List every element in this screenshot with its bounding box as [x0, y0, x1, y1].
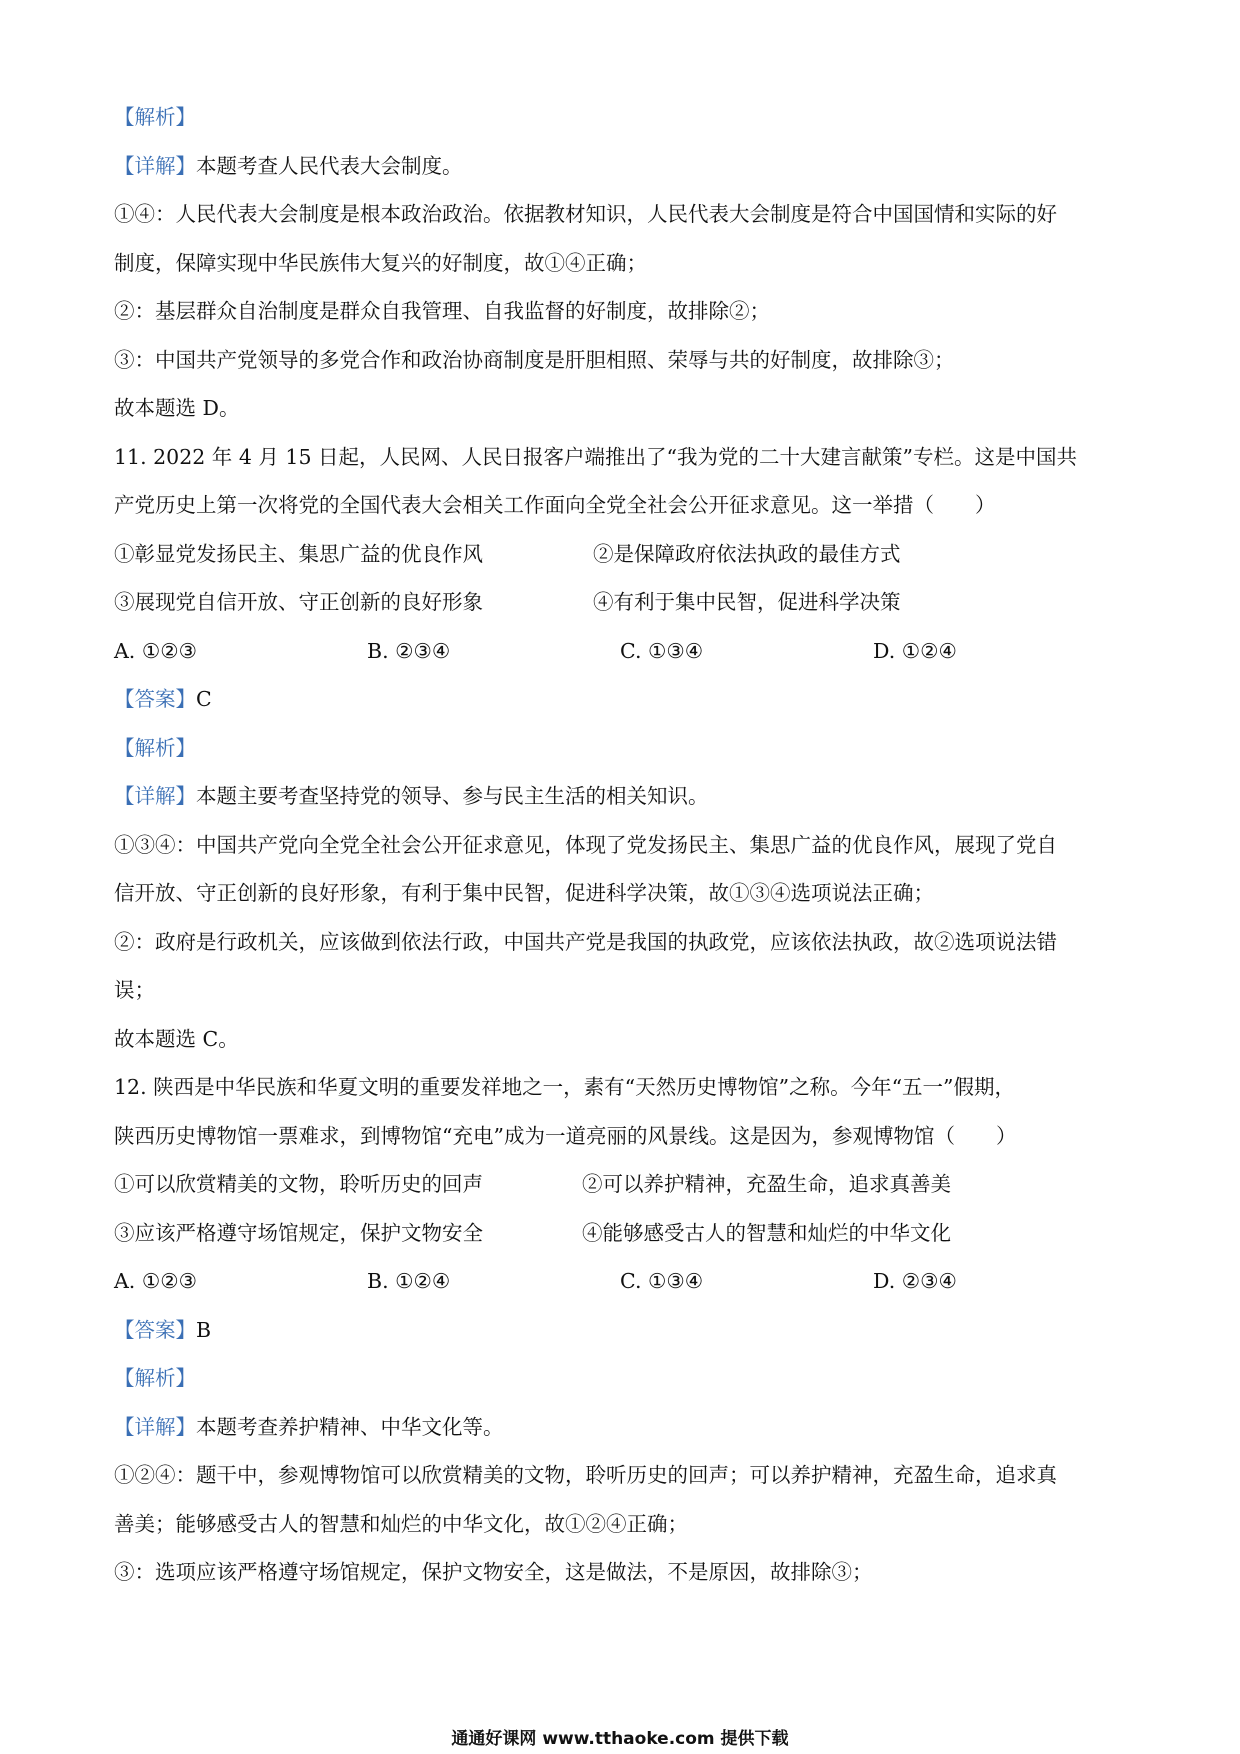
- explanation-line: ②：基层群众自治制度是群众自我管理、自我监督的好制度，故排除②；: [114, 299, 770, 323]
- detail-tag: 【详解】: [114, 154, 196, 178]
- answer-option-d: D. ②③④: [873, 1269, 957, 1293]
- explanation-line: ③：选项应该严格遵守场馆规定，保护文物安全，这是做法，不是原因，故排除③；: [114, 1560, 873, 1584]
- explanation-line: 误；: [114, 978, 155, 1002]
- answer-value: C: [196, 687, 212, 711]
- footer-watermark: 通通好课网 www.tthaoke.com 提供下载: [451, 1729, 789, 1749]
- answer-tag: 【答案】: [114, 1318, 196, 1342]
- analysis-heading: 【解析】: [114, 105, 196, 129]
- analysis-heading: 【解析】: [114, 736, 196, 760]
- detail-paragraph: [114, 152, 1134, 180]
- question-12-stem: 陕西历史博物馆一票难求，到博物馆“充电”成为一道亮丽的风景线。这是因为，参观博物馆（ ）: [114, 1124, 1017, 1148]
- explanation-line: ③：中国共产党领导的多党合作和政治协商制度是肝胆相照、荣辱与共的好制度，故排除③；: [114, 348, 955, 372]
- question-12-stem: 12. 陕西是中华民族和华夏文明的重要发祥地之一，素有“天然历史博物馆”之称。今年“五一”假期，: [114, 1075, 1016, 1099]
- statement-item: ②是保障政府依法执政的最佳方式: [593, 542, 901, 566]
- detail-text: 本题考查人民代表大会制度。: [196, 154, 463, 178]
- conclusion-line: 故本题选 D。: [114, 396, 240, 420]
- statement-item: ④有利于集中民智，促进科学决策: [593, 590, 901, 614]
- answer-tag: 【答案】: [114, 687, 196, 711]
- detail-tag: 【详解】: [114, 1415, 196, 1439]
- statement-item: ④能够感受古人的智慧和灿烂的中华文化: [582, 1221, 951, 1245]
- answer-option-b: B. ①②④: [367, 1269, 451, 1293]
- statement-item: ①彰显党发扬民主、集思广益的优良作风: [114, 542, 483, 566]
- detail-paragraph: [114, 782, 1134, 810]
- answer-line: [114, 1316, 1134, 1344]
- explanation-line: ①③④：中国共产党向全党全社会公开征求意见，体现了党发扬民主、集思广益的优良作风，展现了党自: [114, 833, 1057, 857]
- detail-text: 本题考查养护精神、中华文化等。: [196, 1415, 504, 1439]
- explanation-line: ①②④：题干中，参观博物馆可以欣赏精美的文物，聆听历史的回声；可以养护精神，充盈生命，追求真: [114, 1463, 1057, 1487]
- explanation-line: ①④：人民代表大会制度是根本政治政治。依据教材知识，人民代表大会制度是符合中国国情和实际的好: [114, 202, 1057, 226]
- explanation-line: 信开放、守正创新的良好形象，有利于集中民智，促进科学决策，故①③④选项说法正确；: [114, 881, 934, 905]
- answer-option-a: A. ①②③: [114, 639, 197, 663]
- answer-option-d: D. ①②④: [873, 639, 957, 663]
- explanation-line: 制度，保障实现中华民族伟大复兴的好制度，故①④正确；: [114, 251, 647, 275]
- answer-option-c: C. ①③④: [620, 639, 704, 663]
- question-11-stem: 产党历史上第一次将党的全国代表大会相关工作面向全党全社会公开征求意见。这一举措（ ）: [114, 493, 996, 517]
- conclusion-line: 故本题选 C。: [114, 1027, 239, 1051]
- answer-value: B: [196, 1318, 212, 1342]
- analysis-heading: 【解析】: [114, 1366, 196, 1390]
- answer-option-a: A. ①②③: [114, 1269, 197, 1293]
- detail-paragraph: [114, 1413, 1134, 1441]
- answer-option-c: C. ①③④: [620, 1269, 704, 1293]
- statement-item: ③应该严格遵守场馆规定，保护文物安全: [114, 1221, 483, 1245]
- statement-item: ③展现党自信开放、守正创新的良好形象: [114, 590, 483, 614]
- answer-option-b: B. ②③④: [367, 639, 451, 663]
- detail-text: 本题主要考查坚持党的领导、参与民主生活的相关知识。: [196, 784, 709, 808]
- explanation-line: 善美；能够感受古人的智慧和灿烂的中华文化，故①②④正确；: [114, 1512, 688, 1536]
- answer-line: [114, 685, 1134, 713]
- explanation-line: ②：政府是行政机关，应该做到依法行政，中国共产党是我国的执政党，应该依法执政，故②选项说法错: [114, 930, 1057, 954]
- statement-item: ②可以养护精神，充盈生命，追求真善美: [582, 1172, 951, 1196]
- detail-tag: 【详解】: [114, 784, 196, 808]
- statement-item: ①可以欣赏精美的文物，聆听历史的回声: [114, 1172, 483, 1196]
- question-11-stem: 11. 2022 年 4 月 15 日起，人民网、人民日报客户端推出了“我为党的二十大建言献策”专栏。这是中国共: [114, 445, 1077, 469]
